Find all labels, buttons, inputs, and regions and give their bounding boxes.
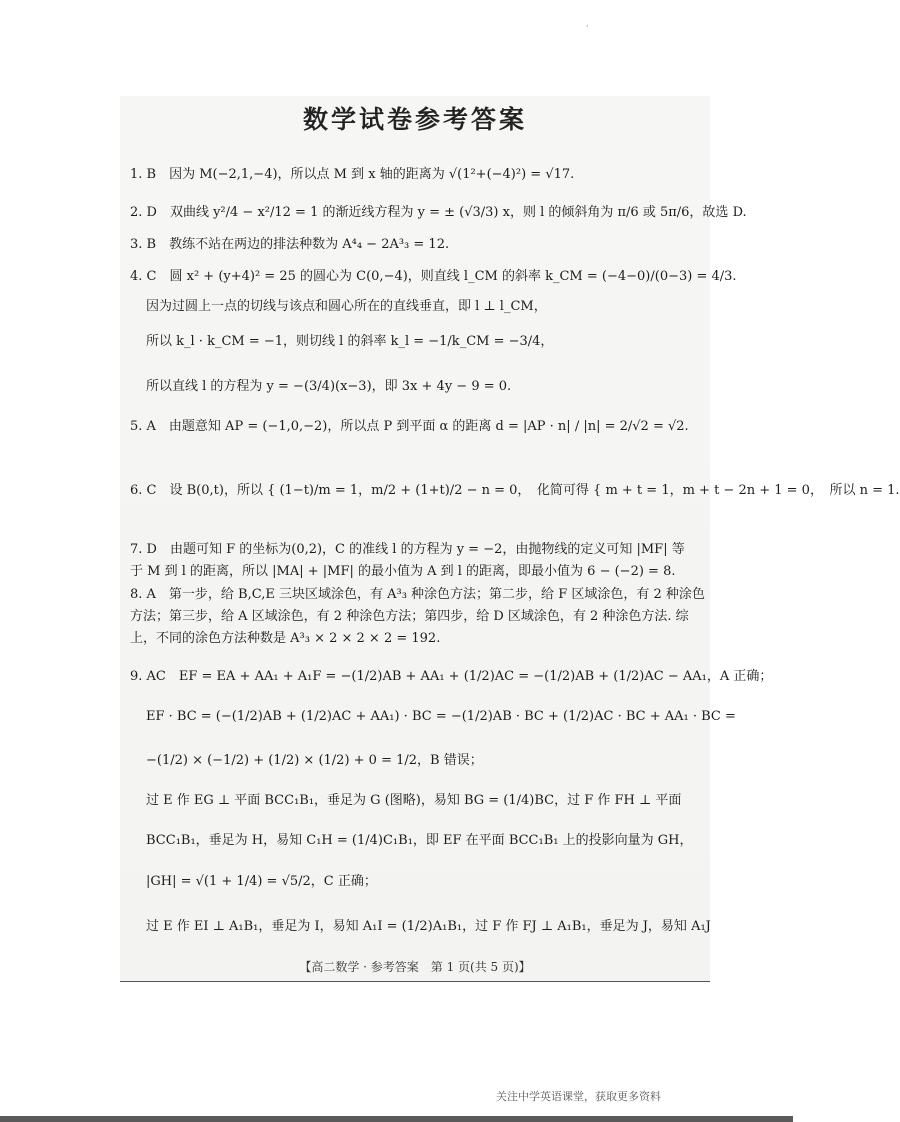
answer-line: BCC₁B₁，垂足为 H，易知 C₁H = (1/4)C₁B₁，即 EF 在平面 BCC₁B₁ 上的投影向量为 GH， bbox=[146, 833, 693, 848]
answer-line: 2. D 双曲线 y²/4 − x²/12 = 1 的渐近线方程为 y = ± (√3/3) x，则 l 的倾斜角为 π/6 或 5π/6，故选 D. bbox=[130, 205, 747, 220]
answer-line: 9. AC EF = EA + AA₁ + A₁F = −(1/2)AB + AA₁ + (1/2)AC = −(1/2)AB + (1/2)AC − AA₁，A 正确； bbox=[130, 669, 773, 684]
answer-line: 4. C 圆 x² + (y+4)² = 25 的圆心为 C(0,−4)，则直线 l_CM 的斜率 k_CM = (−4−0)/(0−3) = 4/3. bbox=[130, 269, 737, 284]
answer-line: 6. C 设 B(0,t)，所以 { (1−t)/m = 1，m/2 + (1+t)/2 − n = 0， 化简可得 { m + t = 1，m + t − 2n + 1 = 0， 所以 n = 1. bbox=[130, 483, 900, 498]
answer-line: 所以 k_l · k_CM = −1，则切线 l 的斜率 k_l = −1/k_CM = −3/4， bbox=[146, 334, 554, 349]
answer-line: 所以直线 l 的方程为 y = −(3/4)(x−3)，即 3x + 4y − 9 = 0. bbox=[146, 379, 512, 394]
answer-line: 1. B 因为 M(−2,1,−4)，所以点 M 到 x 轴的距离为 √(1²+(−4)²) = √17. bbox=[130, 167, 575, 182]
page-footer: 【高二数学 · 参考答案 第 1 页(共 5 页)】 bbox=[299, 960, 531, 974]
answer-line: 8. A 第一步，给 B,C,E 三块区域涂色，有 A³₃ 种涂色方法；第二步，给 F 区域涂色，有 2 种涂色 bbox=[130, 587, 705, 602]
footer-rule bbox=[120, 981, 710, 982]
watermark-text: 关注中学英语课堂，获取更多资料 bbox=[496, 1090, 661, 1103]
scan-speck: · bbox=[586, 22, 589, 31]
answer-line: EF · BC = (−(1/2)AB + (1/2)AC + AA₁) · BC = −(1/2)AB · BC + (1/2)AC · BC + AA₁ · BC = bbox=[146, 709, 736, 724]
answer-line: 于 M 到 l 的距离，所以 |MA| + |MF| 的最小值为 A 到 l 的距离，即最小值为 6 − (−2) = 8. bbox=[130, 564, 676, 579]
answer-line: 过 E 作 EG ⊥ 平面 BCC₁B₁，垂足为 G (图略)，易知 BG = (1/4)BC，过 F 作 FH ⊥ 平面 bbox=[146, 793, 682, 808]
answer-line: 3. B 教练不站在两边的排法种数为 A⁴₄ − 2A³₃ = 12. bbox=[130, 237, 450, 252]
answer-line: 方法；第三步，给 A 区域涂色，有 2 种涂色方法；第四步，给 D 区域涂色，有 2 种涂色方法. 综 bbox=[130, 609, 689, 624]
answer-line: 上，不同的涂色方法种数是 A³₃ × 2 × 2 × 2 = 192. bbox=[130, 631, 441, 646]
answer-line: 因为过圆上一点的切线与该点和圆心所在的直线垂直，即 l ⊥ l_CM， bbox=[146, 299, 547, 314]
page-title: 数学试卷参考答案 bbox=[302, 105, 527, 134]
answer-line: 过 E 作 EI ⊥ A₁B₁，垂足为 I，易知 A₁I = (1/2)A₁B₁，过 F 作 FJ ⊥ A₁B₁，垂足为 J，易知 A₁J bbox=[146, 919, 711, 934]
answer-line: 7. D 由题可知 F 的坐标为(0,2)，C 的准线 l 的方程为 y = −2，由抛物线的定义可知 |MF| 等 bbox=[130, 542, 685, 557]
answer-line: |GH| = √(1 + 1/4) = √5/2，C 正确； bbox=[146, 874, 377, 889]
answer-line: 5. A 由题意知 AP = (−1,0,−2)，所以点 P 到平面 α 的距离 d = |AP · n| / |n| = 2/√2 = √2. bbox=[130, 419, 689, 434]
page-bottom-bar bbox=[0, 1116, 793, 1122]
answer-line: −(1/2) × (−1/2) + (1/2) × (1/2) + 0 = 1/2，B 错误； bbox=[146, 753, 483, 768]
